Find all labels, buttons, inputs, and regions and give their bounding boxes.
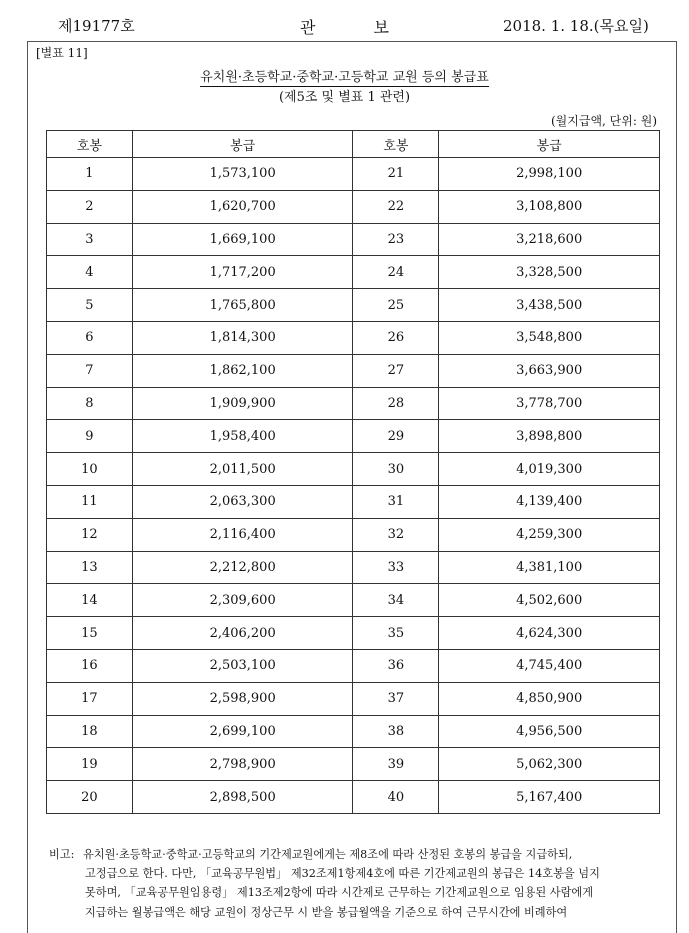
salary-cell: 4,502,600 bbox=[439, 584, 660, 617]
step-cell: 39 bbox=[353, 748, 439, 781]
header-step-right: 호봉 bbox=[353, 131, 439, 158]
step-cell: 24 bbox=[353, 256, 439, 289]
remarks-line: 못하며, 「교육공무원임용령」 제13조제2항에 따라 시간제로 근무하는 기간제교원으로 임용된 사람에게 bbox=[85, 886, 594, 900]
salary-cell: 1,862,100 bbox=[132, 354, 353, 387]
step-cell: 23 bbox=[353, 223, 439, 256]
step-cell: 10 bbox=[47, 453, 133, 486]
table-row bbox=[47, 617, 660, 650]
step-cell: 12 bbox=[47, 518, 133, 551]
document-title bbox=[0, 66, 689, 85]
table-row bbox=[47, 158, 660, 191]
table-header-row bbox=[47, 131, 660, 158]
salary-cell: 3,663,900 bbox=[439, 354, 660, 387]
step-cell: 25 bbox=[353, 289, 439, 322]
table-row bbox=[47, 453, 660, 486]
remarks-text bbox=[85, 845, 661, 922]
salary-cell: 2,011,500 bbox=[132, 453, 353, 486]
header-salary-right: 봉급 bbox=[439, 131, 660, 158]
step-cell: 20 bbox=[47, 781, 133, 814]
salary-cell: 1,620,700 bbox=[132, 190, 353, 223]
step-cell: 31 bbox=[353, 485, 439, 518]
table-row bbox=[47, 715, 660, 748]
salary-cell: 2,503,100 bbox=[132, 649, 353, 682]
salary-cell: 3,548,800 bbox=[439, 321, 660, 354]
salary-cell: 2,116,400 bbox=[132, 518, 353, 551]
step-cell: 34 bbox=[353, 584, 439, 617]
step-cell: 18 bbox=[47, 715, 133, 748]
step-cell: 40 bbox=[353, 781, 439, 814]
salary-cell: 4,381,100 bbox=[439, 551, 660, 584]
salary-cell: 4,624,300 bbox=[439, 617, 660, 650]
step-cell: 7 bbox=[47, 354, 133, 387]
table-body bbox=[47, 158, 660, 814]
header-step-left: 호봉 bbox=[47, 131, 133, 158]
table-row bbox=[47, 781, 660, 814]
salary-cell: 1,814,300 bbox=[132, 321, 353, 354]
document-title-text: 유치원·초등학교·중학교·고등학교 교원 등의 봉급표 bbox=[200, 70, 489, 85]
step-cell: 6 bbox=[47, 321, 133, 354]
step-cell: 5 bbox=[47, 289, 133, 322]
table-row bbox=[47, 321, 660, 354]
salary-cell: 1,717,200 bbox=[132, 256, 353, 289]
salary-cell: 5,062,300 bbox=[439, 748, 660, 781]
salary-cell: 3,438,500 bbox=[439, 289, 660, 322]
salary-cell: 3,898,800 bbox=[439, 420, 660, 453]
step-cell: 4 bbox=[47, 256, 133, 289]
table-row bbox=[47, 485, 660, 518]
step-cell: 28 bbox=[353, 387, 439, 420]
table-row bbox=[47, 223, 660, 256]
step-cell: 35 bbox=[353, 617, 439, 650]
step-cell: 1 bbox=[47, 158, 133, 191]
issue-date: 2018. 1. 18.(목요일) bbox=[503, 17, 649, 35]
remarks-line: 유치원·초등학교·중학교·고등학교의 기간제교원에게는 제8조에 따라 산정된 호봉의 봉급을 지급하되, bbox=[83, 848, 573, 861]
salary-cell: 2,699,100 bbox=[132, 715, 353, 748]
document-subtitle: (제5조 및 별표 1 관련) bbox=[278, 90, 411, 105]
table-row bbox=[47, 649, 660, 682]
step-cell: 30 bbox=[353, 453, 439, 486]
remarks-line: 고정급으로 한다. 다만, 「교육공무원법」 제32조제1항제4호에 따른 기간제교원의 봉급은 14호봉을 넘지 bbox=[85, 867, 600, 881]
issue-number: 제19177호 bbox=[58, 17, 135, 35]
table-row bbox=[47, 289, 660, 322]
step-cell: 8 bbox=[47, 387, 133, 420]
unit-note: (월지급액, 단위: 원) bbox=[551, 114, 657, 128]
table-row bbox=[47, 190, 660, 223]
salary-cell: 4,956,500 bbox=[439, 715, 660, 748]
gazette-title: 관보 bbox=[300, 18, 447, 37]
salary-cell: 3,108,800 bbox=[439, 190, 660, 223]
step-cell: 22 bbox=[353, 190, 439, 223]
step-cell: 9 bbox=[47, 420, 133, 453]
salary-cell: 4,745,400 bbox=[439, 649, 660, 682]
step-cell: 3 bbox=[47, 223, 133, 256]
salary-cell: 4,139,400 bbox=[439, 485, 660, 518]
step-cell: 32 bbox=[353, 518, 439, 551]
step-cell: 36 bbox=[353, 649, 439, 682]
salary-cell: 2,212,800 bbox=[132, 551, 353, 584]
step-cell: 38 bbox=[353, 715, 439, 748]
salary-cell: 2,598,900 bbox=[132, 682, 353, 715]
step-cell: 13 bbox=[47, 551, 133, 584]
table-row bbox=[47, 420, 660, 453]
gazette-header bbox=[0, 0, 689, 40]
step-cell: 27 bbox=[353, 354, 439, 387]
table-row bbox=[47, 387, 660, 420]
step-cell: 11 bbox=[47, 485, 133, 518]
salary-cell: 1,958,400 bbox=[132, 420, 353, 453]
step-cell: 29 bbox=[353, 420, 439, 453]
salary-cell: 1,765,800 bbox=[132, 289, 353, 322]
salary-cell: 3,778,700 bbox=[439, 387, 660, 420]
appendix-tag: [별표 11] bbox=[36, 46, 88, 60]
step-cell: 16 bbox=[47, 649, 133, 682]
remarks-line: 지급하는 월봉급액은 해당 교원이 정상근무 시 받을 봉급월액을 기준으로 하여 근무시간에 비례하여 bbox=[85, 905, 568, 919]
salary-cell: 1,909,900 bbox=[132, 387, 353, 420]
step-cell: 26 bbox=[353, 321, 439, 354]
salary-cell: 2,406,200 bbox=[132, 617, 353, 650]
salary-cell: 4,850,900 bbox=[439, 682, 660, 715]
salary-cell: 2,798,900 bbox=[132, 748, 353, 781]
step-cell: 37 bbox=[353, 682, 439, 715]
table-row bbox=[47, 748, 660, 781]
step-cell: 2 bbox=[47, 190, 133, 223]
salary-cell: 1,669,100 bbox=[132, 223, 353, 256]
step-cell: 15 bbox=[47, 617, 133, 650]
salary-cell: 4,019,300 bbox=[439, 453, 660, 486]
salary-cell: 2,998,100 bbox=[439, 158, 660, 191]
table-row bbox=[47, 682, 660, 715]
step-cell: 14 bbox=[47, 584, 133, 617]
salary-cell: 2,898,500 bbox=[132, 781, 353, 814]
salary-cell: 3,218,600 bbox=[439, 223, 660, 256]
step-cell: 17 bbox=[47, 682, 133, 715]
step-cell: 21 bbox=[353, 158, 439, 191]
salary-table bbox=[46, 130, 660, 814]
remarks-label: 비고: bbox=[49, 848, 75, 861]
table-row bbox=[47, 256, 660, 289]
header-salary-left: 봉급 bbox=[132, 131, 353, 158]
salary-cell: 2,063,300 bbox=[132, 485, 353, 518]
table-row bbox=[47, 551, 660, 584]
step-cell: 19 bbox=[47, 748, 133, 781]
salary-cell: 2,309,600 bbox=[132, 584, 353, 617]
salary-cell: 1,573,100 bbox=[132, 158, 353, 191]
salary-cell: 5,167,400 bbox=[439, 781, 660, 814]
table-row bbox=[47, 584, 660, 617]
salary-cell: 3,328,500 bbox=[439, 256, 660, 289]
step-cell: 33 bbox=[353, 551, 439, 584]
salary-cell: 4,259,300 bbox=[439, 518, 660, 551]
table-row bbox=[47, 518, 660, 551]
table-row bbox=[47, 354, 660, 387]
